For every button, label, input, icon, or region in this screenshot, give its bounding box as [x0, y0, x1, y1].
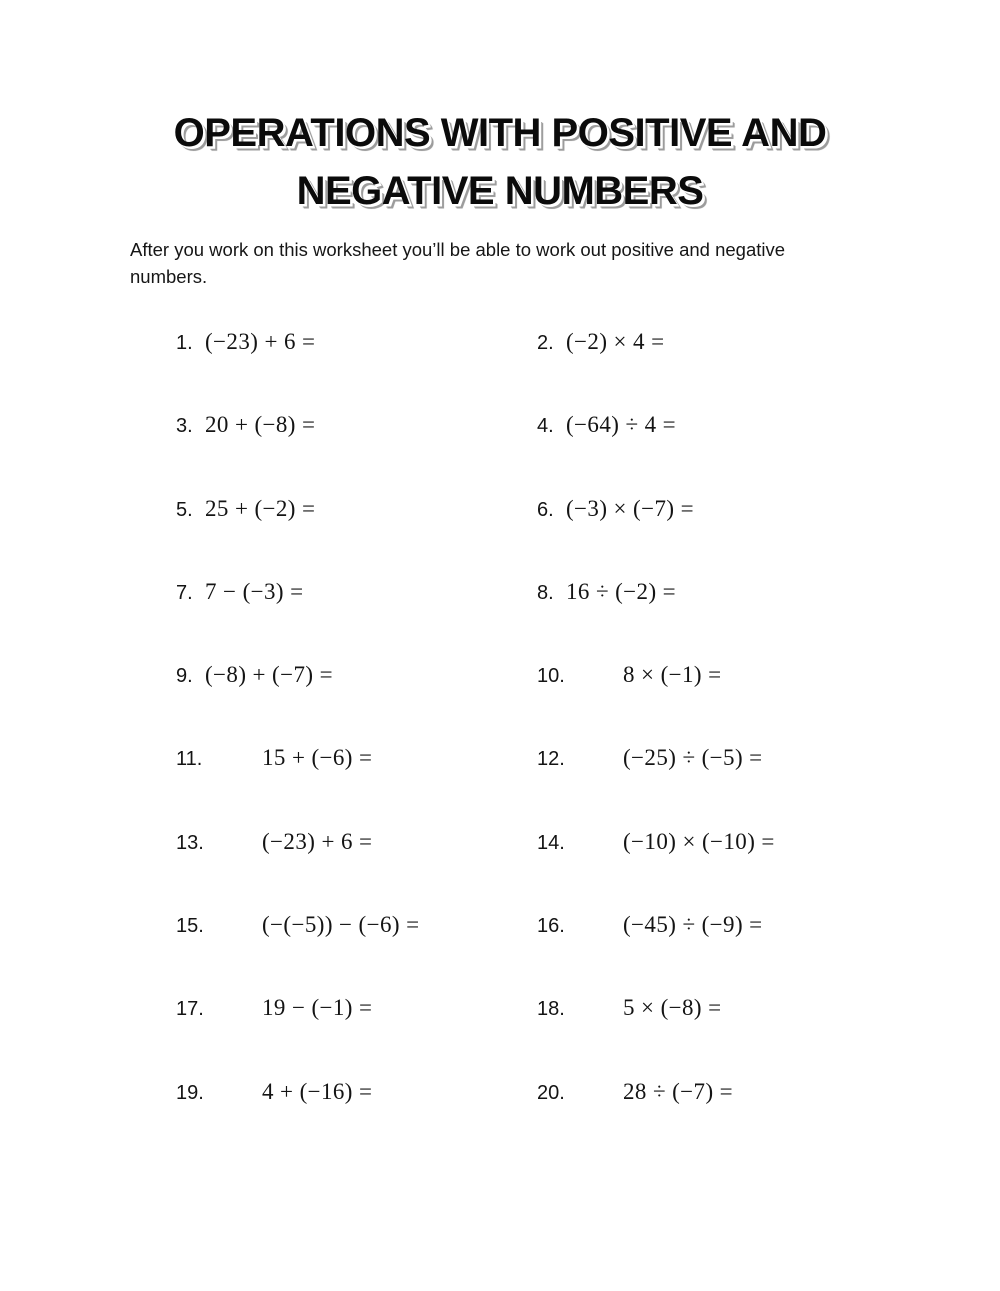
- problem-expression: (−23) + 6 =: [262, 828, 373, 854]
- problems-row: [0, 495, 1000, 578]
- problem-number: 16.: [537, 915, 565, 938]
- problem-item-15: [176, 911, 537, 940]
- problem-item-19: [176, 1078, 537, 1107]
- problem-number: 17.: [176, 998, 204, 1021]
- problem-number: 6.: [537, 498, 554, 521]
- intro-text: After you work on this worksheet you’ll be able to work out positive and negative numbers.: [130, 239, 786, 287]
- problem-expression: 15 + (−6) =: [262, 745, 373, 771]
- problem-expression: (−8) + (−7) =: [205, 662, 333, 688]
- problems-row: [0, 911, 1000, 994]
- problem-number: 20.: [537, 1081, 565, 1104]
- problem-item-9: [176, 661, 537, 690]
- problem-number: 8.: [537, 581, 554, 604]
- problem-expression: (−23) + 6 =: [205, 329, 316, 354]
- problem-expression: (−10) × (−10) =: [623, 828, 775, 854]
- page-title-line-1: OPERATIONS WITH POSITIVE AND: [173, 111, 827, 155]
- problem-item-7: [176, 578, 537, 607]
- problem-number: 2.: [537, 332, 554, 354]
- problem-item-10: [537, 661, 1000, 690]
- page-title-line-2: NEGATIVE NUMBERS: [296, 169, 704, 213]
- problem-item-2: [537, 328, 1000, 357]
- problem-number: 1.: [176, 332, 193, 354]
- problem-number: 11.: [176, 748, 203, 771]
- problem-item-1: [176, 328, 537, 357]
- problem-item-8: [537, 578, 1000, 607]
- problems-row: [0, 328, 1000, 411]
- problem-expression: 4 + (−16) =: [262, 1078, 373, 1104]
- problem-item-4: [537, 411, 1000, 440]
- problem-expression: (−64) ÷ 4 =: [566, 412, 677, 438]
- problem-expression: 28 ÷ (−7) =: [623, 1078, 734, 1104]
- problems-row: [0, 1078, 1000, 1161]
- problem-item-16: [537, 911, 1000, 940]
- problem-number: 7.: [176, 581, 193, 604]
- problem-expression: (−45) ÷ (−9) =: [623, 912, 763, 938]
- problem-expression: 19 − (−1) =: [262, 995, 373, 1021]
- problem-expression: 7 − (−3) =: [205, 578, 304, 604]
- problems-grid: [0, 328, 1000, 1161]
- problems-row: [0, 661, 1000, 744]
- problem-number: 14.: [537, 831, 565, 854]
- problem-item-11: [176, 744, 537, 773]
- page-title: [0, 0, 1000, 220]
- problems-row: [0, 578, 1000, 661]
- problem-item-13: [176, 828, 537, 857]
- problem-expression: 16 ÷ (−2) =: [566, 578, 677, 604]
- problem-item-3: [176, 411, 537, 440]
- problems-row: [0, 411, 1000, 494]
- problem-number: 13.: [176, 831, 204, 854]
- problems-row: [0, 744, 1000, 827]
- problem-number: 12.: [537, 748, 565, 771]
- problem-item-5: [176, 495, 537, 524]
- problem-number: 3.: [176, 415, 193, 438]
- problem-number: 5.: [176, 498, 193, 521]
- problem-expression: 5 × (−8) =: [623, 995, 722, 1021]
- problem-item-18: [537, 994, 1000, 1023]
- problem-expression: (−(−5)) − (−6) =: [262, 912, 420, 938]
- problems-row: [0, 994, 1000, 1077]
- problem-expression: (−2) × 4 =: [566, 329, 665, 354]
- problem-expression: (−3) × (−7) =: [566, 495, 694, 521]
- problem-number: 4.: [537, 415, 554, 438]
- problem-number: 9.: [176, 665, 193, 688]
- problem-item-17: [176, 994, 537, 1023]
- problem-item-20: [537, 1078, 1000, 1107]
- problem-expression: 25 + (−2) =: [205, 495, 316, 521]
- problems-row: [0, 828, 1000, 911]
- problem-expression: (−25) ÷ (−5) =: [623, 745, 763, 771]
- problem-expression: 20 + (−8) =: [205, 412, 316, 438]
- problem-number: 19.: [176, 1081, 204, 1104]
- problem-item-12: [537, 744, 1000, 773]
- problem-number: 15.: [176, 915, 204, 938]
- problem-number: 18.: [537, 998, 565, 1021]
- problem-item-6: [537, 495, 1000, 524]
- problem-item-14: [537, 828, 1000, 857]
- problem-number: 10.: [537, 665, 565, 688]
- problem-expression: 8 × (−1) =: [623, 662, 722, 688]
